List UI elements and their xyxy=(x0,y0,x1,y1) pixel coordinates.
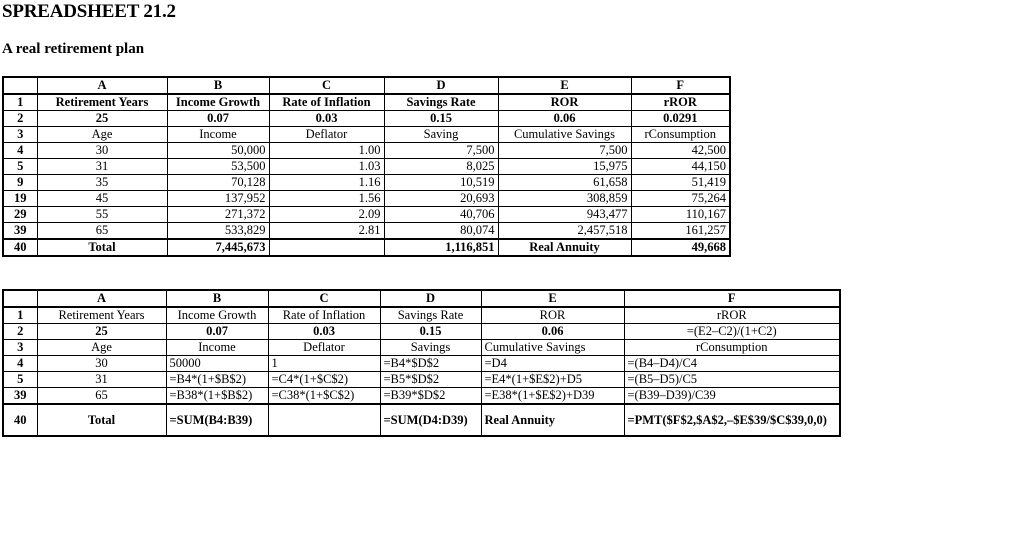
row-number: 5 xyxy=(3,372,37,388)
cell: =E38*(1+$E$2)+D39 xyxy=(481,388,624,405)
table-row xyxy=(3,111,730,127)
cell: ROR xyxy=(481,307,624,324)
cell: 45 xyxy=(37,191,167,207)
cell: 1.03 xyxy=(269,159,384,175)
cell: 7,500 xyxy=(498,143,631,159)
cell: 8,025 xyxy=(384,159,498,175)
cell: 1 xyxy=(268,356,380,372)
row-number: 9 xyxy=(3,175,37,191)
cell: Income Growth xyxy=(166,307,268,324)
column-header-row xyxy=(3,77,730,94)
cell: 0.07 xyxy=(167,111,269,127)
table-row xyxy=(3,340,840,356)
corner-cell xyxy=(3,77,37,94)
cell: 75,264 xyxy=(631,191,730,207)
cell: 55 xyxy=(37,207,167,223)
column-header: A xyxy=(37,77,167,94)
cell: Real Annuity xyxy=(481,404,624,436)
cell xyxy=(268,404,380,436)
cell: Savings xyxy=(380,340,481,356)
cell: 0.03 xyxy=(268,324,380,340)
table-row xyxy=(3,191,730,207)
table-row xyxy=(3,372,840,388)
cell: 50,000 xyxy=(167,143,269,159)
table-row xyxy=(3,127,730,143)
corner-cell xyxy=(3,290,37,307)
cell: Total xyxy=(37,239,167,256)
cell: 0.03 xyxy=(269,111,384,127)
cell: 44,150 xyxy=(631,159,730,175)
column-header: D xyxy=(380,290,481,307)
table-row xyxy=(3,356,840,372)
column-header: C xyxy=(268,290,380,307)
cell: =(E2–C2)/(1+C2) xyxy=(624,324,840,340)
cell: 7,445,673 xyxy=(167,239,269,256)
cell: =B5*$D$2 xyxy=(380,372,481,388)
cell: Income xyxy=(167,127,269,143)
cell: 1,116,851 xyxy=(384,239,498,256)
row-number: 40 xyxy=(3,404,37,436)
row-number: 19 xyxy=(3,191,37,207)
formulas-table xyxy=(2,289,841,437)
row-number: 1 xyxy=(3,94,37,111)
cell: 1.16 xyxy=(269,175,384,191)
cell: Income xyxy=(166,340,268,356)
cell: rROR xyxy=(631,94,730,111)
table-row xyxy=(3,175,730,191)
cell: 0.06 xyxy=(481,324,624,340)
cell: rConsumption xyxy=(631,127,730,143)
table-row xyxy=(3,159,730,175)
cell: 65 xyxy=(37,388,166,405)
cell: =(B39–D39)/C39 xyxy=(624,388,840,405)
row-number: 29 xyxy=(3,207,37,223)
cell: 50000 xyxy=(166,356,268,372)
cell: =B4*$D$2 xyxy=(380,356,481,372)
row-number: 40 xyxy=(3,239,37,256)
cell: Saving xyxy=(384,127,498,143)
cell: 80,074 xyxy=(384,223,498,240)
page-subtitle: A real retirement plan xyxy=(2,41,145,57)
column-header: F xyxy=(631,77,730,94)
cell: 2.81 xyxy=(269,223,384,240)
cell: =SUM(B4:B39) xyxy=(166,404,268,436)
cell: =D4 xyxy=(481,356,624,372)
cell: 271,372 xyxy=(167,207,269,223)
cell: 308,859 xyxy=(498,191,631,207)
cell: Age xyxy=(37,340,166,356)
row-number: 2 xyxy=(3,111,37,127)
cell: 35 xyxy=(37,175,167,191)
cell: 25 xyxy=(37,324,166,340)
cell: =B4*(1+$B$2) xyxy=(166,372,268,388)
cell: 61,658 xyxy=(498,175,631,191)
cell: Retirement Years xyxy=(37,307,166,324)
table-row xyxy=(3,324,840,340)
cell: rConsumption xyxy=(624,340,840,356)
table-row xyxy=(3,223,730,240)
cell: 0.07 xyxy=(166,324,268,340)
cell xyxy=(269,239,384,256)
cell: 49,668 xyxy=(631,239,730,256)
cell: 30 xyxy=(37,143,167,159)
total-row xyxy=(3,404,840,436)
cell: 30 xyxy=(37,356,166,372)
cell: 137,952 xyxy=(167,191,269,207)
cell: 943,477 xyxy=(498,207,631,223)
cell: =B38*(1+$B$2) xyxy=(166,388,268,405)
cell: =B39*$D$2 xyxy=(380,388,481,405)
cell: Income Growth xyxy=(167,94,269,111)
cell: 7,500 xyxy=(384,143,498,159)
row-number: 1 xyxy=(3,307,37,324)
cell: =E4*(1+$E$2)+D5 xyxy=(481,372,624,388)
cell: 1.56 xyxy=(269,191,384,207)
table-row xyxy=(3,143,730,159)
cell: 0.06 xyxy=(498,111,631,127)
cell: Age xyxy=(37,127,167,143)
column-header: E xyxy=(498,77,631,94)
cell: 53,500 xyxy=(167,159,269,175)
cell: 20,693 xyxy=(384,191,498,207)
cell: rROR xyxy=(624,307,840,324)
cell: Total xyxy=(37,404,166,436)
row-number: 5 xyxy=(3,159,37,175)
cell: 1.00 xyxy=(269,143,384,159)
cell: 0.15 xyxy=(380,324,481,340)
table-row xyxy=(3,207,730,223)
cell: 0.0291 xyxy=(631,111,730,127)
row-number: 4 xyxy=(3,143,37,159)
row-number: 39 xyxy=(3,388,37,405)
cell: Deflator xyxy=(268,340,380,356)
cell: =C4*(1+$C$2) xyxy=(268,372,380,388)
column-header: D xyxy=(384,77,498,94)
column-header-row xyxy=(3,290,840,307)
cell: Cumulative Savings xyxy=(481,340,624,356)
row-number: 2 xyxy=(3,324,37,340)
cell: 42,500 xyxy=(631,143,730,159)
column-header: A xyxy=(37,290,166,307)
table-row xyxy=(3,388,840,405)
cell: 161,257 xyxy=(631,223,730,240)
cell: 25 xyxy=(37,111,167,127)
table-row xyxy=(3,94,730,111)
row-number: 3 xyxy=(3,127,37,143)
cell: 70,128 xyxy=(167,175,269,191)
row-number: 4 xyxy=(3,356,37,372)
cell: Retirement Years xyxy=(37,94,167,111)
cell: 2.09 xyxy=(269,207,384,223)
cell: 40,706 xyxy=(384,207,498,223)
values-table xyxy=(2,76,731,257)
cell: 65 xyxy=(37,223,167,240)
cell: 2,457,518 xyxy=(498,223,631,240)
cell: 110,167 xyxy=(631,207,730,223)
cell: =(B4–D4)/C4 xyxy=(624,356,840,372)
cell: =PMT($F$2,$A$2,–$E$39/$C$39,0,0) xyxy=(624,404,840,436)
column-header: B xyxy=(167,77,269,94)
cell: Real Annuity xyxy=(498,239,631,256)
column-header: B xyxy=(166,290,268,307)
cell: =C38*(1+$C$2) xyxy=(268,388,380,405)
cell: ROR xyxy=(498,94,631,111)
column-header: E xyxy=(481,290,624,307)
cell: 31 xyxy=(37,372,166,388)
cell: 0.15 xyxy=(384,111,498,127)
total-row xyxy=(3,239,730,256)
cell: Cumulative Savings xyxy=(498,127,631,143)
cell: Savings Rate xyxy=(380,307,481,324)
cell: Savings Rate xyxy=(384,94,498,111)
cell: =(B5–D5)/C5 xyxy=(624,372,840,388)
cell: Rate of Inflation xyxy=(268,307,380,324)
cell: 51,419 xyxy=(631,175,730,191)
cell: 31 xyxy=(37,159,167,175)
cell: 10,519 xyxy=(384,175,498,191)
column-header: F xyxy=(624,290,840,307)
cell: =SUM(D4:D39) xyxy=(380,404,481,436)
cell: 533,829 xyxy=(167,223,269,240)
page-title: SPREADSHEET 21.2 xyxy=(2,1,176,22)
column-header: C xyxy=(269,77,384,94)
cell: Deflator xyxy=(269,127,384,143)
row-number: 39 xyxy=(3,223,37,240)
cell: 15,975 xyxy=(498,159,631,175)
table-row xyxy=(3,307,840,324)
row-number: 3 xyxy=(3,340,37,356)
cell: Rate of Inflation xyxy=(269,94,384,111)
